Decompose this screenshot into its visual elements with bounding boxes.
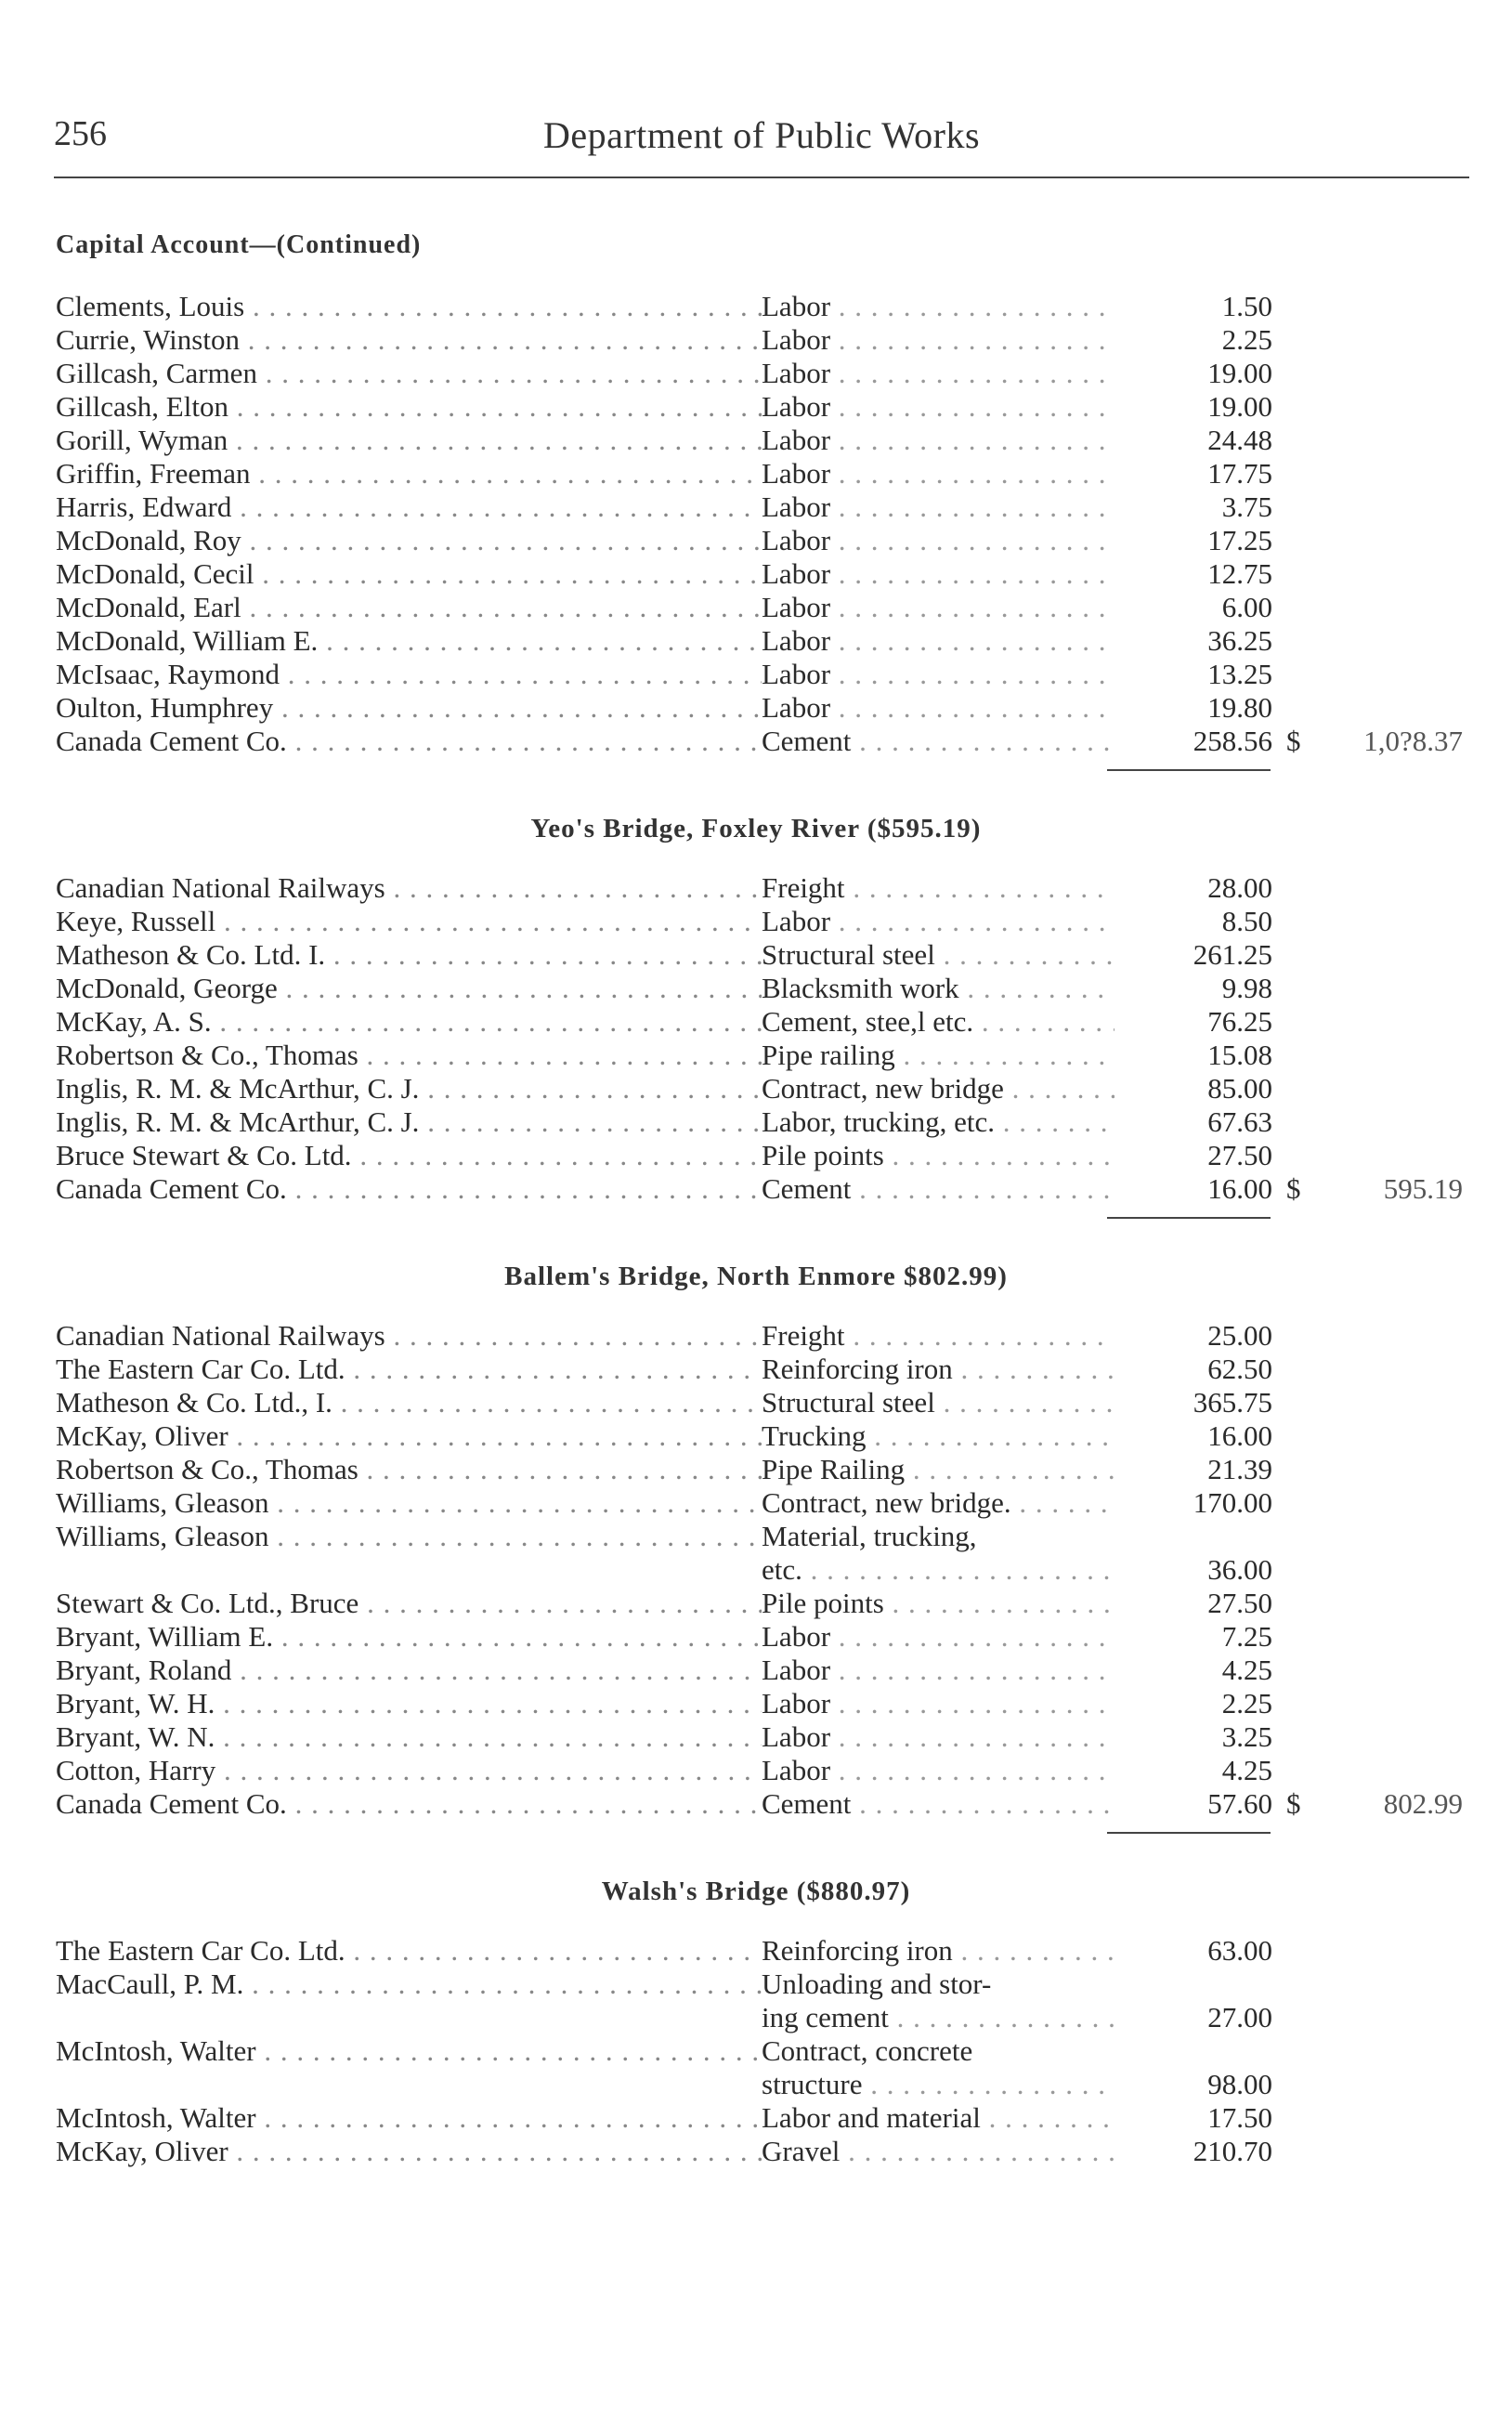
payment-purpose: Labor and material . . . bbox=[762, 2101, 1114, 2135]
payment-purpose: ing cement . . . bbox=[762, 2001, 1114, 2034]
payee-name: McDonald, William E. . . . bbox=[56, 624, 762, 658]
ledger-row bbox=[0, 1172, 1512, 1206]
payment-amount: 3.25 bbox=[1221, 1720, 1272, 1753]
ledger-row bbox=[0, 1787, 1512, 1821]
payment-amount: 62.50 bbox=[1207, 1353, 1272, 1385]
ledger-row bbox=[0, 1754, 1512, 1787]
payee-name: McKay, Oliver . . . bbox=[56, 2135, 762, 2168]
ledger-row bbox=[0, 1620, 1512, 1654]
ledger-row bbox=[0, 2001, 1512, 2034]
payment-purpose: Structural steel . . . bbox=[762, 938, 1114, 972]
payee-name: Harris, Edward . . . bbox=[56, 490, 762, 524]
payment-purpose: Labor . . . bbox=[762, 524, 1114, 557]
ledger-row bbox=[0, 1934, 1512, 1968]
payee-name: Matheson & Co. Ltd. I. . . . bbox=[56, 938, 762, 972]
payment-amount: 19.80 bbox=[1207, 691, 1272, 724]
payment-amount: 36.00 bbox=[1207, 1553, 1272, 1586]
ledger-row bbox=[0, 691, 1512, 725]
payee-name: Inglis, R. M. & McArthur, C. J. . . . bbox=[56, 1105, 762, 1139]
payment-amount: 258.56 bbox=[1193, 725, 1272, 757]
payee-name: Matheson & Co. Ltd., I. . . . bbox=[56, 1386, 762, 1419]
payee-name: Currie, Winston . . . bbox=[56, 323, 762, 357]
payment-purpose: Cement . . . bbox=[762, 725, 1114, 758]
ledger-row bbox=[0, 1687, 1512, 1720]
ledger-row bbox=[0, 1005, 1512, 1039]
payment-purpose: Labor . . . bbox=[762, 490, 1114, 524]
payee-name: Oulton, Humphrey . . . bbox=[56, 691, 762, 725]
payment-amount: 7.25 bbox=[1221, 1620, 1272, 1653]
ledger-row bbox=[0, 1453, 1512, 1486]
ledger-row bbox=[0, 2034, 1512, 2068]
payment-purpose: Labor . . . bbox=[762, 1620, 1114, 1654]
payment-amount: 19.00 bbox=[1207, 357, 1272, 389]
payment-purpose: Pipe railing . . . bbox=[762, 1039, 1114, 1072]
continued-heading: Capital Account—(Continued) bbox=[56, 230, 422, 259]
payment-purpose: Blacksmith work . . . bbox=[762, 972, 1114, 1005]
ledger-row bbox=[0, 591, 1512, 624]
ledger-row bbox=[0, 2101, 1512, 2135]
payment-amount: 13.25 bbox=[1207, 658, 1272, 690]
payee-name: McDonald, Earl . . . bbox=[56, 591, 762, 624]
payment-amount: 57.60 bbox=[1207, 1787, 1272, 1820]
payment-purpose: Labor . . . bbox=[762, 691, 1114, 725]
ledger-row bbox=[0, 290, 1512, 323]
section-total: 1,0?8.37 bbox=[1363, 725, 1463, 757]
payment-amount: 2.25 bbox=[1221, 323, 1272, 356]
total-rule bbox=[1107, 1832, 1271, 1834]
payment-amount: 28.00 bbox=[1207, 871, 1272, 904]
payee-name: Keye, Russell . . . bbox=[56, 905, 762, 938]
ledger-row bbox=[0, 557, 1512, 591]
payment-amount: 19.00 bbox=[1207, 390, 1272, 423]
payment-amount: 3.75 bbox=[1221, 490, 1272, 523]
payment-purpose: Pile points . . . bbox=[762, 1139, 1114, 1172]
payment-amount: 4.25 bbox=[1221, 1754, 1272, 1786]
payment-amount: 1.50 bbox=[1221, 290, 1272, 322]
payee-name: Williams, Gleason . . . bbox=[56, 1520, 762, 1553]
ledger-row bbox=[0, 1353, 1512, 1386]
payment-purpose: Labor . . . bbox=[762, 357, 1114, 390]
ledger-row bbox=[0, 1587, 1512, 1620]
payee-name: The Eastern Car Co. Ltd. . . . bbox=[56, 1934, 762, 1968]
section-total: 595.19 bbox=[1383, 1172, 1463, 1205]
payment-amount: 67.63 bbox=[1207, 1105, 1272, 1138]
payment-purpose: Labor . . . bbox=[762, 390, 1114, 424]
payment-purpose: Reinforcing iron . . . bbox=[762, 1353, 1114, 1386]
ledger-row bbox=[0, 1039, 1512, 1072]
payment-amount: 16.00 bbox=[1207, 1419, 1272, 1452]
total-rule bbox=[1107, 769, 1271, 771]
payee-name: The Eastern Car Co. Ltd. . . . bbox=[56, 1353, 762, 1386]
payment-amount: 261.25 bbox=[1193, 938, 1272, 971]
ledger-row bbox=[0, 1386, 1512, 1419]
payment-amount: 4.25 bbox=[1221, 1654, 1272, 1686]
payee-name: Canada Cement Co. . . . bbox=[56, 1787, 762, 1821]
payment-purpose: Contract, concrete bbox=[762, 2034, 973, 2067]
ledger-row bbox=[0, 1520, 1512, 1553]
payment-amount: 17.25 bbox=[1207, 524, 1272, 556]
ledger-row bbox=[0, 1419, 1512, 1453]
payee-name: McIntosh, Walter . . . bbox=[56, 2034, 762, 2068]
header-rule bbox=[54, 177, 1469, 178]
ledger-row bbox=[0, 1968, 1512, 2001]
payment-purpose: Cement . . . bbox=[762, 1172, 1114, 1206]
payee-name: Robertson & Co., Thomas . . . bbox=[56, 1039, 762, 1072]
section-total: 802.99 bbox=[1383, 1787, 1463, 1820]
payee-name: Cotton, Harry . . . bbox=[56, 1754, 762, 1787]
payee-name: Williams, Gleason . . . bbox=[56, 1486, 762, 1520]
payment-amount: 21.39 bbox=[1207, 1453, 1272, 1485]
payment-amount: 9.98 bbox=[1221, 972, 1272, 1004]
ledger-row bbox=[0, 490, 1512, 524]
payee-name: Gillcash, Elton . . . bbox=[56, 390, 762, 424]
ledger-row bbox=[0, 524, 1512, 557]
payment-purpose: Pile points . . . bbox=[762, 1587, 1114, 1620]
ledger-row bbox=[0, 424, 1512, 457]
payment-purpose: Unloading and stor- bbox=[762, 1968, 992, 2000]
payment-purpose: Labor . . . bbox=[762, 1654, 1114, 1687]
payee-name: Canadian National Railways . . . bbox=[56, 871, 762, 905]
payee-name: McDonald, Cecil . . . bbox=[56, 557, 762, 591]
payment-amount: 365.75 bbox=[1193, 1386, 1272, 1419]
payment-purpose: Labor . . . bbox=[762, 557, 1114, 591]
payment-amount: 76.25 bbox=[1207, 1005, 1272, 1038]
payee-name: McDonald, Roy . . . bbox=[56, 524, 762, 557]
payment-purpose: etc. . . . bbox=[762, 1553, 1114, 1587]
payment-amount: 98.00 bbox=[1207, 2068, 1272, 2100]
section-heading: Ballem's Bridge, North Enmore $802.99) bbox=[504, 1262, 1008, 1291]
ledger-row bbox=[0, 1105, 1512, 1139]
payee-name: Bruce Stewart & Co. Ltd. . . . bbox=[56, 1139, 762, 1172]
payment-amount: 27.50 bbox=[1207, 1587, 1272, 1619]
page-title: Department of Public Works bbox=[542, 114, 981, 156]
ledger-row bbox=[0, 1072, 1512, 1105]
ledger-row bbox=[0, 323, 1512, 357]
dollar-sign: $ bbox=[1286, 725, 1301, 757]
payment-amount: 2.25 bbox=[1221, 1687, 1272, 1719]
payment-purpose: Trucking . . . bbox=[762, 1419, 1114, 1453]
section-heading: Walsh's Bridge ($880.97) bbox=[601, 1876, 911, 1906]
payment-purpose: Freight . . . bbox=[762, 1319, 1114, 1353]
payee-name: Canada Cement Co. . . . bbox=[56, 1172, 762, 1206]
payment-purpose: Labor . . . bbox=[762, 624, 1114, 658]
ledger-row bbox=[0, 1720, 1512, 1754]
ledger-row bbox=[0, 1553, 1512, 1587]
payment-amount: 16.00 bbox=[1207, 1172, 1272, 1205]
payee-name: Bryant, Roland . . . bbox=[56, 1654, 762, 1687]
payment-purpose: Labor . . . bbox=[762, 424, 1114, 457]
payment-purpose: Labor . . . bbox=[762, 290, 1114, 323]
payment-amount: 12.75 bbox=[1207, 557, 1272, 590]
ledger-row bbox=[0, 624, 1512, 658]
ledger-row bbox=[0, 658, 1512, 691]
dollar-sign: $ bbox=[1286, 1787, 1301, 1820]
payment-amount: 210.70 bbox=[1193, 2135, 1272, 2167]
payment-purpose: Labor . . . bbox=[762, 658, 1114, 691]
payment-amount: 27.50 bbox=[1207, 1139, 1272, 1171]
payment-purpose: Contract, new bridge . . . bbox=[762, 1072, 1114, 1105]
payee-name: McIntosh, Walter . . . bbox=[56, 2101, 762, 2135]
ledger-row bbox=[0, 1139, 1512, 1172]
ledger-row bbox=[0, 357, 1512, 390]
ledger-row bbox=[0, 390, 1512, 424]
payment-purpose: Contract, new bridge. . . . bbox=[762, 1486, 1114, 1520]
ledger-row bbox=[0, 905, 1512, 938]
payee-name: Clements, Louis . . . bbox=[56, 290, 762, 323]
payment-purpose: Cement . . . bbox=[762, 1787, 1114, 1821]
payment-purpose: Freight . . . bbox=[762, 871, 1114, 905]
payment-purpose: Labor, trucking, etc. . . . bbox=[762, 1105, 1114, 1139]
total-rule bbox=[1107, 1217, 1271, 1219]
payment-amount: 17.75 bbox=[1207, 457, 1272, 490]
payment-purpose: Material, trucking, bbox=[762, 1520, 977, 1552]
payee-name: McKay, Oliver . . . bbox=[56, 1419, 762, 1453]
payee-name: Robertson & Co., Thomas . . . bbox=[56, 1453, 762, 1486]
ledger-row bbox=[0, 938, 1512, 972]
ledger-row bbox=[0, 2135, 1512, 2168]
payment-purpose: Labor . . . bbox=[762, 1720, 1114, 1754]
payment-purpose: Labor . . . bbox=[762, 905, 1114, 938]
payee-name: McKay, A. S. . . . bbox=[56, 1005, 762, 1039]
payee-name: McDonald, George . . . bbox=[56, 972, 762, 1005]
payment-purpose: Labor . . . bbox=[762, 323, 1114, 357]
payment-amount: 170.00 bbox=[1193, 1486, 1272, 1519]
ledger-row bbox=[0, 1319, 1512, 1353]
payee-name: Stewart & Co. Ltd., Bruce . . . bbox=[56, 1587, 762, 1620]
payment-purpose: Gravel . . . bbox=[762, 2135, 1114, 2168]
payment-purpose: Labor . . . bbox=[762, 1687, 1114, 1720]
payment-amount: 85.00 bbox=[1207, 1072, 1272, 1105]
page-header bbox=[54, 113, 1469, 169]
payment-purpose: Labor . . . bbox=[762, 591, 1114, 624]
payment-amount: 15.08 bbox=[1207, 1039, 1272, 1071]
section-heading: Yeo's Bridge, Foxley River ($595.19) bbox=[530, 814, 982, 843]
ledger-row bbox=[0, 457, 1512, 490]
ledger-row bbox=[0, 1486, 1512, 1520]
ledger-row bbox=[0, 871, 1512, 905]
payment-purpose: Labor . . . bbox=[762, 1754, 1114, 1787]
payment-purpose: Cement, stee,l etc. . . . bbox=[762, 1005, 1114, 1039]
dollar-sign: $ bbox=[1286, 1172, 1301, 1205]
payment-amount: 24.48 bbox=[1207, 424, 1272, 456]
payee-name: Bryant, W. N. . . . bbox=[56, 1720, 762, 1754]
payment-purpose: structure . . . bbox=[762, 2068, 1114, 2101]
payment-purpose: Labor . . . bbox=[762, 457, 1114, 490]
ledger-row bbox=[0, 972, 1512, 1005]
payment-amount: 36.25 bbox=[1207, 624, 1272, 657]
payment-amount: 17.50 bbox=[1207, 2101, 1272, 2134]
payee-name: MacCaull, P. M. . . . bbox=[56, 1968, 762, 2001]
payee-name: Canadian National Railways . . . bbox=[56, 1319, 762, 1353]
payee-name: Gillcash, Carmen . . . bbox=[56, 357, 762, 390]
page-number: 256 bbox=[54, 114, 107, 153]
payee-name: Griffin, Freeman . . . bbox=[56, 457, 762, 490]
payment-amount: 8.50 bbox=[1221, 905, 1272, 937]
payment-purpose: Pipe Railing . . . bbox=[762, 1453, 1114, 1486]
payee-name: Gorill, Wyman . . . bbox=[56, 424, 762, 457]
payee-name: Bryant, William E. . . . bbox=[56, 1620, 762, 1654]
payee-name: Canada Cement Co. . . . bbox=[56, 725, 762, 758]
ledger-row bbox=[0, 2068, 1512, 2101]
payee-name: McIsaac, Raymond . . . bbox=[56, 658, 762, 691]
payment-amount: 25.00 bbox=[1207, 1319, 1272, 1352]
ledger-row bbox=[0, 1654, 1512, 1687]
payee-name: Bryant, W. H. . . . bbox=[56, 1687, 762, 1720]
ledger-row bbox=[0, 725, 1512, 758]
payment-amount: 27.00 bbox=[1207, 2001, 1272, 2033]
payment-purpose: Reinforcing iron . . . bbox=[762, 1934, 1114, 1968]
payment-amount: 6.00 bbox=[1221, 591, 1272, 623]
payment-purpose: Structural steel . . . bbox=[762, 1386, 1114, 1419]
payee-name: Inglis, R. M. & McArthur, C. J. . . . bbox=[56, 1072, 762, 1105]
payment-amount: 63.00 bbox=[1207, 1934, 1272, 1967]
